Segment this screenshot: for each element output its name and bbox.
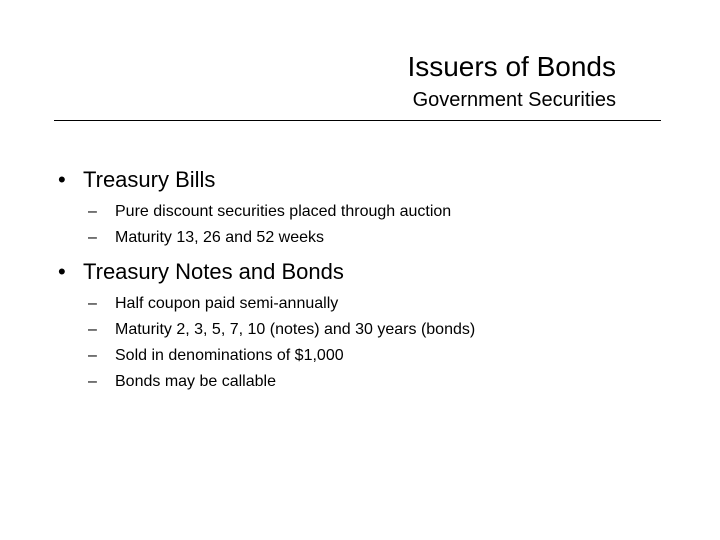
sub-point-text: Half coupon paid semi-annually <box>115 295 339 312</box>
sub-point-text: Maturity 2, 3, 5, 7, 10 (notes) and 30 years (bonds) <box>115 321 476 338</box>
slide-title: Issuers of Bonds <box>407 51 616 82</box>
sub-point <box>58 199 678 225</box>
sub-point-text: Bonds may be callable <box>115 373 276 390</box>
title-divider <box>54 120 661 121</box>
section-heading-text: Treasury Notes and Bonds <box>83 259 344 284</box>
section-heading-text: Treasury Bills <box>83 167 216 192</box>
sub-point <box>58 317 678 343</box>
section-treasury-notes-and-bonds <box>58 257 678 395</box>
sub-point <box>58 343 678 369</box>
slide-subtitle: Government Securities <box>412 89 616 111</box>
dash-icon: – <box>88 347 97 364</box>
sub-point-text: Maturity 13, 26 and 52 weeks <box>115 229 325 246</box>
dash-icon: – <box>88 295 97 312</box>
sub-points <box>58 291 678 395</box>
section-heading <box>58 257 678 287</box>
sub-point <box>58 369 678 395</box>
sub-point-text: Pure discount securities placed through auction <box>115 203 452 220</box>
section-heading <box>58 165 678 195</box>
dash-icon: – <box>88 229 97 246</box>
bullet-content <box>58 165 678 395</box>
bullet-icon: • <box>58 167 66 192</box>
section-treasury-bills <box>58 165 678 251</box>
sub-point-text: Sold in denominations of $1,000 <box>115 347 344 364</box>
sub-point <box>58 225 678 251</box>
sub-point <box>58 291 678 317</box>
sub-points <box>58 199 678 251</box>
bullet-icon: • <box>58 259 66 284</box>
dash-icon: – <box>88 373 97 390</box>
dash-icon: – <box>88 203 97 220</box>
dash-icon: – <box>88 321 97 338</box>
